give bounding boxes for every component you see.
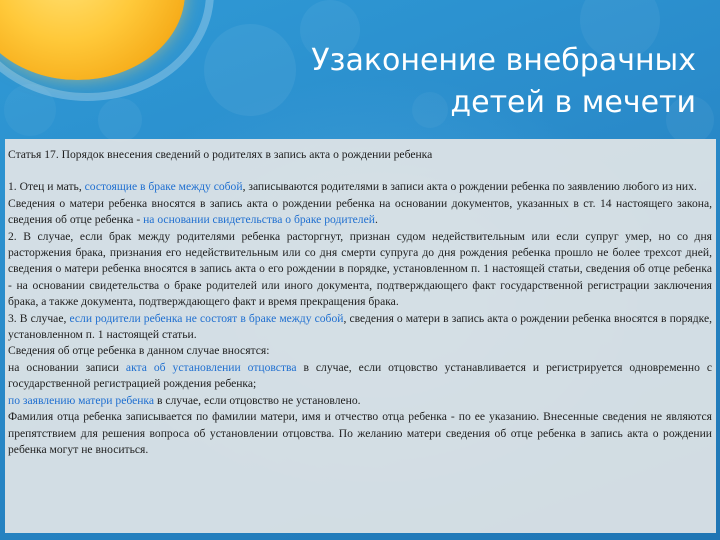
paragraph-4-highlight: если родители ребенка не состоят в браке между собой xyxy=(69,311,344,325)
paragraph-7-text-b: в случае, если отцовство не установлено. xyxy=(154,393,361,407)
paragraph-1 xyxy=(8,179,712,195)
paragraph-2 xyxy=(8,196,712,229)
paragraph-6 xyxy=(8,360,712,393)
paragraph-4-text-a: 3. В случае, xyxy=(8,311,70,325)
paragraph-2-highlight: на основании свидетельства о браке родителей xyxy=(143,213,375,227)
paragraph-6-text-b: в случае, если отцовство устанавливается и регистрируется одновременно с государственной регистрацией рождения ребенка; xyxy=(8,360,712,391)
paragraph-1-highlight: состоящие в браке между собой xyxy=(84,180,243,194)
paragraph-2-text-b: . xyxy=(374,213,378,227)
article-text xyxy=(8,147,712,458)
paragraph-4 xyxy=(8,311,712,344)
paragraph-1-text-a: 1. Отец и мать, xyxy=(8,180,85,194)
paragraph-3: 2. В случае, если брак между родителями ребенка расторгнут, признан судом недействительным или если супруг умер, но со дня расторжения брака, признания его недействительным или со дня смерти супруга до дня рождения ребенка прошло не более трехсот дней, сведения о матери ребенка вносятся в запись акта о его рождении в порядке, установленном п. 1 настоящей статьи, сведения об отце ребенка - на основании свидетельства о браке родителей или иного документа, подтверждающего факт государственной регистрации заключения брака, а также документа, подтверждающего факт и время прекращения брака. xyxy=(8,229,712,309)
paragraph-2-text-a: Сведения о матери ребенка вносятся в запись акта о рождении ребенка на основании документов, указанных в ст. 14 настоящего закона, сведения об отце ребенка - xyxy=(8,196,712,227)
slide-title xyxy=(276,40,696,124)
paragraph-7 xyxy=(8,393,712,409)
slide-title-line1: Узаконение внебрачных xyxy=(311,43,696,78)
paragraph-6-highlight: акта об установлении отцовства xyxy=(125,360,297,374)
slide-title-line2: детей в мечети xyxy=(450,85,696,120)
paragraph-5: Сведения об отце ребенка в данном случае вносятся: xyxy=(8,344,270,358)
paragraph-6-text-a: на основании записи xyxy=(8,360,126,374)
paragraph-1-text-b: , записываются родителями в записи акта о рождении ребенка по заявлению любого из них. xyxy=(242,180,697,194)
paragraph-8: Фамилия отца ребенка записывается по фамилии матери, имя и отчество отца ребенка - по ее указанию. Внесенные сведения не являются препятствием для решения вопроса об установлении отцовства. По желанию матери сведения об отце ребенка в запись акта о рождении ребенка могут не вноситься. xyxy=(8,410,712,456)
article-heading: Статья 17. Порядок внесения сведений о родителях в запись акта о рождении ребенка xyxy=(8,148,433,161)
paragraph-7-highlight: по заявлению матери ребенка xyxy=(8,393,155,407)
paragraph-4-text-b: , сведения о матери в запись акта о рождении ребенка вносятся в порядке, установленном п. 1 настоящей статьи. xyxy=(8,311,713,342)
